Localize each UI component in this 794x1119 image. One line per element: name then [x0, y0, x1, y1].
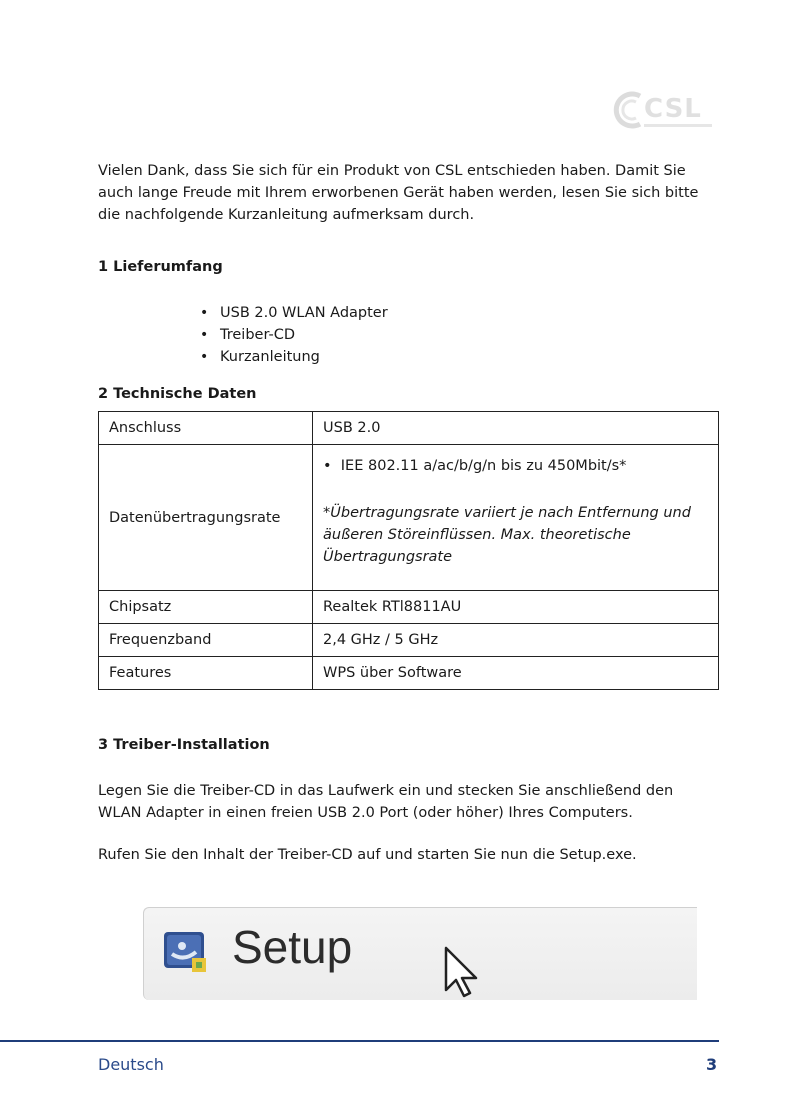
footer-language: Deutsch	[98, 1055, 164, 1074]
spec-label: Anschluss	[99, 412, 313, 445]
setup-label: Setup	[232, 921, 353, 973]
table-row	[99, 657, 719, 690]
table-row	[99, 445, 719, 591]
csl-logo-icon	[612, 88, 646, 132]
setup-screenshot	[143, 907, 697, 1000]
install-paragraph-1: Legen Sie die Treiber-CD in das Laufwerk ein und stecken Sie anschließend den WLAN Adapter in einen freien USB 2.0 Port (oder höher) Ihres Computers.	[98, 783, 674, 821]
list-item: • USB 2.0 WLAN Adapter	[198, 302, 388, 324]
rate-bullet-text: IEE 802.11 a/ac/b/g/n bis zu 450Mbit/s*	[340, 458, 627, 474]
spec-value: WPS über Software	[313, 657, 719, 690]
rate-bullet-line: • IEE 802.11 a/ac/b/g/n bis zu 450Mbit/s*	[323, 458, 627, 474]
csl-logo	[612, 88, 712, 132]
spec-value: USB 2.0	[313, 412, 719, 445]
list-item: • Kurzanleitung	[198, 346, 388, 368]
intro-paragraph: Vielen Dank, dass Sie sich für ein Produkt von CSL entschieden haben. Damit Sie auch lange Freude mit Ihrem erworbenen Gerät haben werden, lesen Sie sich bitte die nachfolgende Kurzanleitung aufmerksam durch.	[98, 163, 699, 223]
delivery-list	[198, 302, 388, 368]
spec-label: Features	[99, 657, 313, 690]
section-heading-treiber-installation: 3 Treiber-Installation	[98, 737, 270, 753]
table-row	[99, 624, 719, 657]
install-paragraph-2: Rufen Sie den Inhalt der Treiber-CD auf und starten Sie nun die Setup.exe.	[98, 847, 637, 863]
table-row	[99, 591, 719, 624]
mouse-cursor-icon	[442, 946, 482, 998]
setup-installer-icon	[162, 928, 210, 976]
page-number: 3	[706, 1055, 718, 1074]
rate-footnote: *Übertragungsrate variiert je nach Entfernung und äußeren Störeinflüssen. Max. theoretische Übertragungsrate	[323, 505, 691, 565]
spec-table	[98, 411, 719, 690]
section-heading-technische-daten: 2 Technische Daten	[98, 386, 257, 402]
list-item: • Treiber-CD	[198, 324, 388, 346]
spec-value: 2,4 GHz / 5 GHz	[313, 624, 719, 657]
table-row	[99, 412, 719, 445]
footer-divider	[0, 1040, 719, 1042]
spec-value	[313, 445, 719, 591]
logo-text: CSL	[644, 94, 702, 124]
logo-underline	[644, 124, 712, 127]
section-heading-lieferumfang: 1 Lieferumfang	[98, 259, 223, 275]
spec-label: Frequenzband	[99, 624, 313, 657]
spec-label: Datenübertragungsrate	[99, 445, 313, 591]
spec-value: Realtek RTl8811AU	[313, 591, 719, 624]
spec-label: Chipsatz	[99, 591, 313, 624]
